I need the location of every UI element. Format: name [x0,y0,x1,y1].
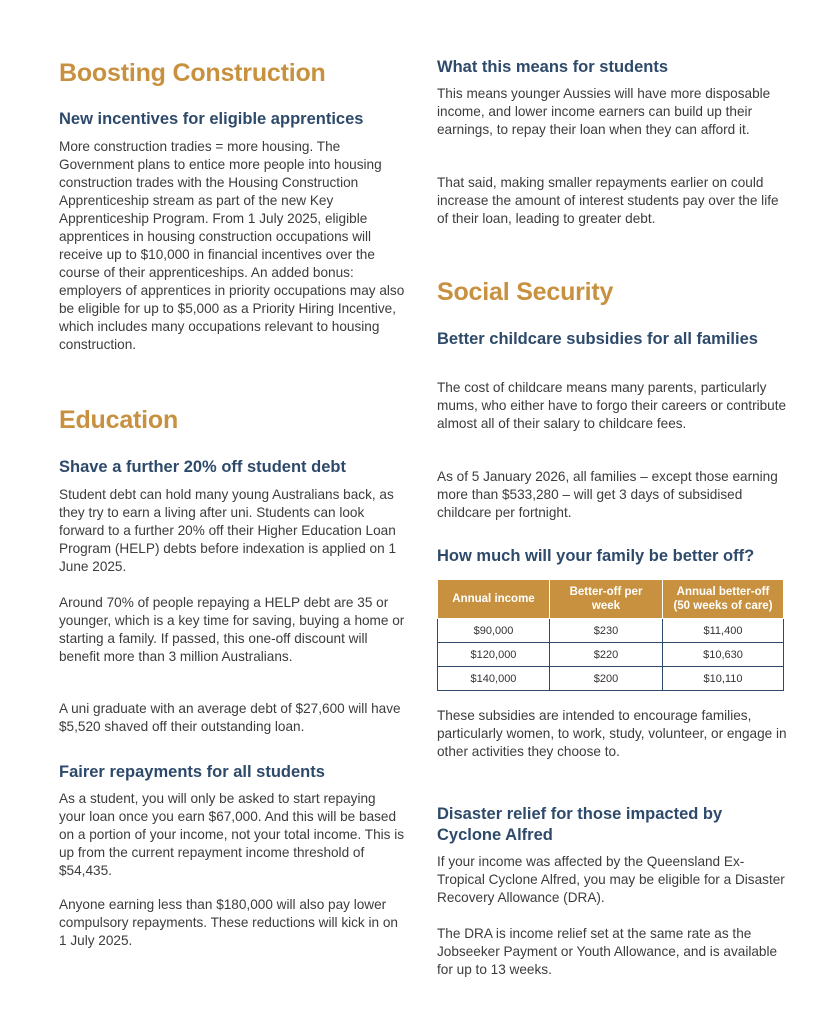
table-cell: $120,000 [438,643,550,667]
student-debt-paragraph-2: Around 70% of people repaying a HELP debt are 35 or younger, which is a key time for saving, buying a home or starting a family. If passed, this one-off discount will benefit more than 3 million Australians. [59,595,405,664]
student-debt-paragraph-1: Student debt can hold many young Australians back, as they try to earn a living after uni. Students can look forward to a further 20% off their Higher Education Loan Program (HELP) debts before indexation is applied on 1 June 2025. [59,487,397,574]
table-cell: $220 [550,643,663,667]
disaster-relief-heading: Disaster relief for those impacted by Cyclone Alfred [437,805,723,844]
construction-section-title: Boosting Construction [59,59,326,87]
table-cell: $10,630 [663,643,784,667]
apprentices-heading: New incentives for eligible apprentices [59,110,364,128]
what-this-means-paragraph-2: That said, making smaller repayments earlier on could increase the amount of interest students pay over the life of their loan, leading to greater debt. [437,175,779,226]
better-off-table [437,579,784,691]
table-header-row [438,580,784,619]
apprentices-paragraph: More construction tradies = more housing. The Government plans to entice more people into housing construction trades with the Housing Construction Apprenticeship stream as part of the new Key Apprenticeship Program. From 1 July 2025, eligible apprentices in housing construction occupations will receive up to $10,000 in financial incentives over the course of their apprenticeships. An added bonus: employers of apprentices in priority occupations may also be eligible for up to $5,000 as a Priority Hiring Incentive, which includes many occupations relevant to housing construction. [59,139,405,352]
table-header-better-off-per-week: Better-off per week [550,580,663,619]
childcare-paragraph-2: As of 5 January 2026, all families – except those earning more than $533,280 – will get 3 days of subsidised childcare per fortnight. [437,469,778,520]
childcare-heading: Better childcare subsidies for all families [437,330,758,348]
what-this-means-paragraph-1: This means younger Aussies will have more disposable income, and lower income earners can build up their earnings, to repay their loan when they can afford it. [437,86,771,137]
education-section-title: Education [59,406,179,434]
table-row [438,667,784,691]
table-header-annual-income: Annual income [438,580,550,619]
table-cell: $90,000 [438,619,550,643]
student-debt-heading: Shave a further 20% off student debt [59,458,346,476]
family-better-off-heading: How much will your family be better off? [437,547,755,565]
table-row [438,619,784,643]
table-row [438,643,784,667]
student-debt-paragraph-3: A uni graduate with an average debt of $27,600 will have $5,520 shaved off their outstanding loan. [59,701,401,734]
subsidies-paragraph: These subsidies are intended to encourage families, particularly women, to work, study, volunteer, or engage in other activities they choose to. [437,708,787,759]
table-header-annual-better-off: Annual better-off (50 weeks of care) [663,580,784,619]
disaster-relief-paragraph-2: The DRA is income relief set at the same rate as the Jobseeker Payment or Youth Allowance, and is available for up to 13 weeks. [437,926,778,977]
table-cell: $200 [550,667,663,691]
table-cell: $230 [550,619,663,643]
fairer-repayments-paragraph-2: Anyone earning less than $180,000 will also pay lower compulsory repayments. These reductions will kick in on 1 July 2025. [59,897,398,948]
table-cell: $140,000 [438,667,550,691]
table-cell: $10,110 [663,667,784,691]
social-security-section-title: Social Security [437,278,614,306]
table-cell: $11,400 [663,619,784,643]
childcare-paragraph-1: The cost of childcare means many parents, particularly mums, who either have to forgo their careers or contribute almost all of their salary to childcare fees. [437,380,787,431]
fairer-repayments-heading: Fairer repayments for all students [59,763,325,781]
disaster-relief-paragraph-1: If your income was affected by the Queensland Ex-Tropical Cyclone Alfred, you may be eligible for a Disaster Recovery Allowance (DRA). [437,854,785,905]
what-this-means-heading: What this means for students [437,58,669,76]
fairer-repayments-paragraph-1: As a student, you will only be asked to start repaying your loan once you earn $67,000. And this will be based on a portion of your income, not your total income. This is up from the current repayment income threshold of $54,435. [59,791,405,878]
